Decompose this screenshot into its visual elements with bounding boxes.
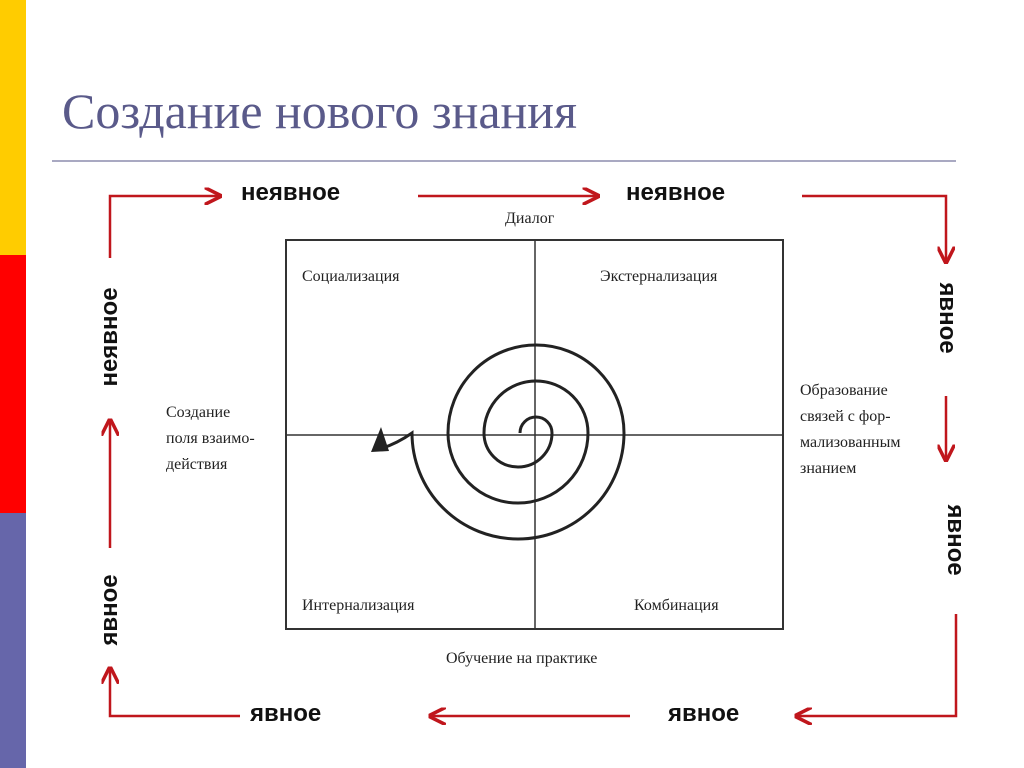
- flow-label-bottom-left: явное: [250, 700, 322, 727]
- spiral-arrowhead: [371, 427, 389, 452]
- flow-arrow-bottom-right: [796, 614, 956, 716]
- left-side-description: Создание поля взаимо- действия: [166, 404, 255, 473]
- quadrant-socialization: Социализация: [302, 268, 400, 285]
- flow-label-bottom-right: явное: [668, 700, 740, 727]
- right-side-description: Образование связей с фор- мализованным знанием: [800, 382, 901, 477]
- caption-learning-by-doing: Обучение на практике: [446, 650, 598, 667]
- flow-label-top-right: неявное: [626, 179, 726, 206]
- flow-arrow-bottom-left: [110, 668, 240, 716]
- flow-label-top-left: неявное: [241, 179, 341, 206]
- flow-label-left-lower: явное: [96, 574, 123, 646]
- flow-label-left-upper: неявное: [96, 287, 123, 387]
- flow-arrow-top-left: [110, 196, 220, 258]
- flow-label-right-upper: явное: [934, 282, 961, 354]
- spiral-curve: [380, 345, 624, 539]
- flow-label-right-lower: явное: [942, 504, 969, 576]
- quadrant-internalization: Интернализация: [302, 597, 415, 614]
- caption-dialog: Диалог: [505, 210, 555, 227]
- slide-title: Создание нового знания: [62, 83, 578, 139]
- quadrant-externalization: Экстернализация: [600, 268, 718, 285]
- knowledge-spiral: [371, 345, 624, 539]
- quadrant-combination: Комбинация: [634, 597, 719, 614]
- knowledge-matrix: [286, 240, 783, 629]
- flow-arrow-top-right: [802, 196, 946, 262]
